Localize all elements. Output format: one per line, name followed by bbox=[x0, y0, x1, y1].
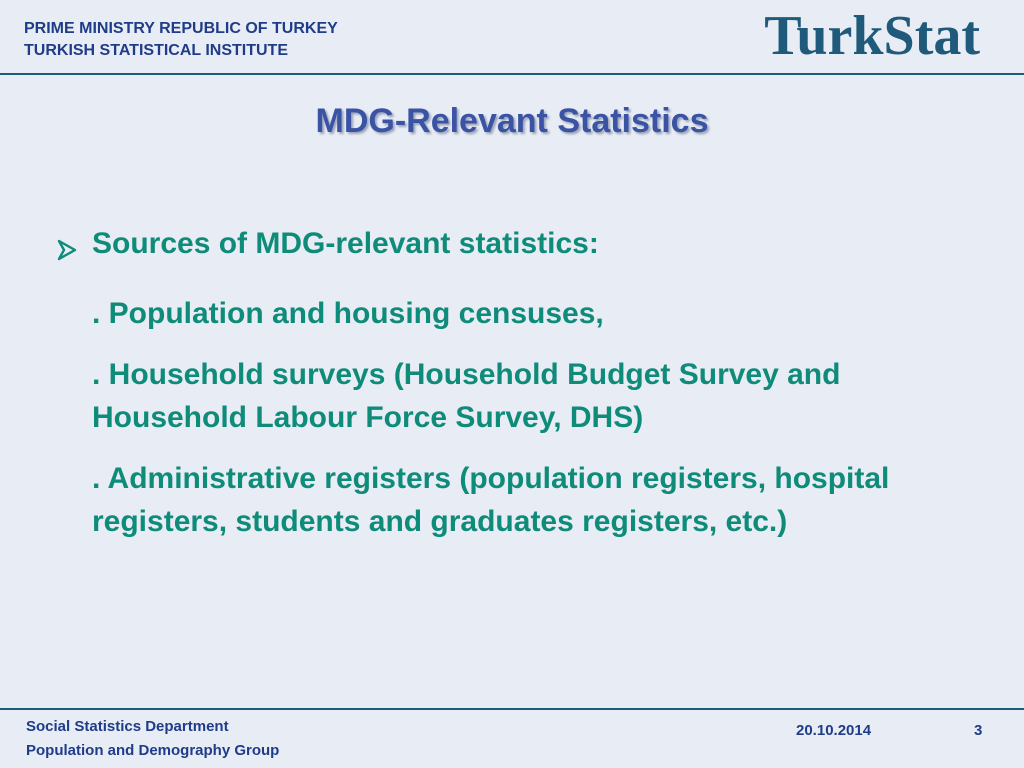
footer-group: Population and Demography Group bbox=[26, 742, 280, 759]
org-line-2: TURKISH STATISTICAL INSTITUTE bbox=[24, 42, 288, 59]
bullet-sources bbox=[56, 222, 956, 274]
header-divider bbox=[0, 73, 1024, 75]
header-organization bbox=[24, 18, 338, 62]
footer-department-block bbox=[26, 715, 279, 763]
footer-divider bbox=[0, 708, 1024, 710]
list-item: . Administrative registers (population registers, hospital registers, students and graduates registers, etc.) bbox=[92, 462, 890, 538]
list-item: . Household surveys (Household Budget Survey and Household Labour Force Survey, DHS) bbox=[92, 358, 841, 434]
footer-department: Social Statistics Department bbox=[26, 718, 229, 735]
arrow-bullet-icon bbox=[56, 222, 92, 274]
bullet-text: Sources of MDG-relevant statistics: bbox=[92, 227, 599, 260]
slide-content bbox=[56, 222, 956, 543]
page-number: 3 bbox=[974, 722, 983, 739]
org-line-1: PRIME MINISTRY REPUBLIC OF TURKEY bbox=[24, 20, 338, 37]
slide-title: MDG-Relevant Statistics bbox=[315, 102, 709, 140]
turkstat-logo: TurkStat bbox=[764, 5, 980, 67]
footer-date: 20.10.2014 bbox=[796, 722, 872, 739]
list-item: . Population and housing censuses, bbox=[92, 297, 604, 330]
